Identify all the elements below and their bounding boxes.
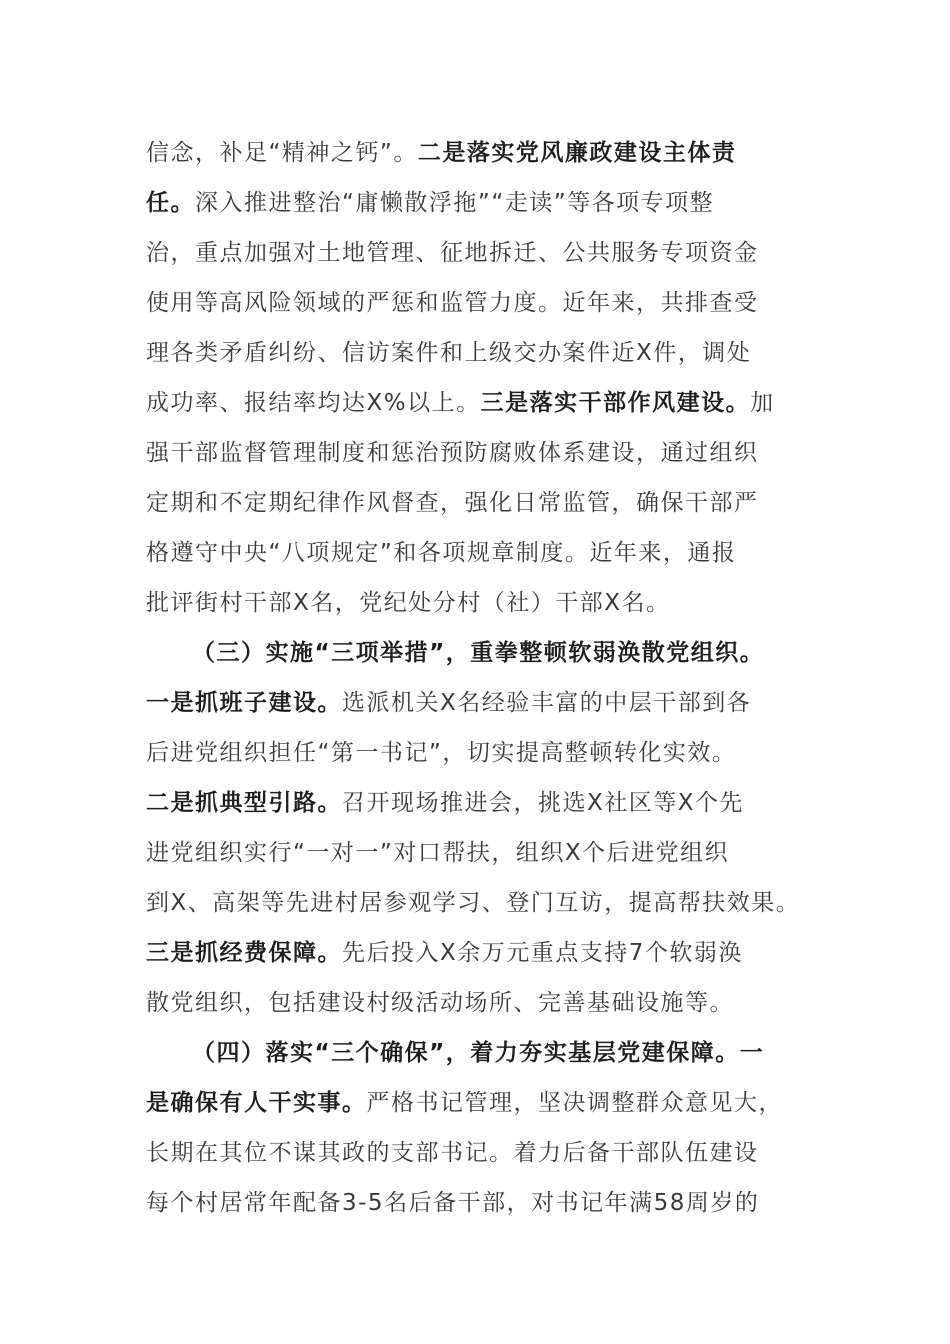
text-segment: 深入推进整治“庸懒散浮拖”“走读”等各项专项整 (195, 190, 715, 216)
text-line (146, 678, 806, 728)
bold-text-segment: 二是抓典型引路。 (146, 790, 342, 816)
bold-text-segment: （三）实施“三项举措”，重拳整顿软弱涣散党组织。 (192, 640, 765, 666)
text-segment: 定期和不定期纪律作风督查，强化日常监管，确保干部严 (146, 490, 759, 516)
text-line (146, 278, 806, 328)
text-line (146, 1178, 806, 1228)
text-line (146, 728, 806, 778)
text-line (146, 228, 806, 278)
bold-text-segment: 二是落实党风廉政建设主体责 (417, 140, 737, 166)
bold-text-segment: 三是抓经费保障。 (146, 940, 342, 966)
text-segment: 强干部监督管理制度和惩治预防腐败体系建设，通过组织 (146, 440, 759, 466)
text-line (146, 1028, 806, 1078)
bold-text-segment: 三是落实干部作风建设。 (480, 390, 751, 416)
text-segment: 治，重点加强对土地管理、征地拆迁、公共服务专项资金 (146, 240, 759, 266)
text-segment: 选派机关X名经验丰富的中层干部到各 (342, 690, 752, 716)
text-line (146, 978, 806, 1028)
text-segment: 理各类矛盾纠纷、信访案件和上级交办案件近X件，调处 (146, 340, 752, 366)
text-segment: 严格书记管理，坚决调整群众意见大， (366, 1090, 783, 1116)
text-line (146, 628, 806, 678)
text-line (146, 428, 806, 478)
text-segment: 成功率、报结率均达X%以上。 (146, 390, 481, 416)
text-line (146, 478, 806, 528)
text-segment: 批评街村干部X名，党纪处分村（社）干部X名。 (146, 590, 671, 616)
text-segment: 加 (750, 390, 775, 416)
text-segment: 进党组织实行“一对一”对口帮扶，组织X个后进党组织 (146, 840, 730, 866)
text-line (146, 578, 806, 628)
text-segment: 后进党组织担任“第一书记”，切实提高整顿转化实效。 (146, 740, 737, 766)
text-segment: 长期在其位不谋其政的支部书记。着力后备干部队伍建设 (146, 1140, 759, 1166)
text-line (146, 128, 806, 178)
text-segment: 召开现场推进会，挑选X社区等X个先 (342, 790, 745, 816)
document-body-text (146, 128, 806, 1228)
bold-text-segment: 是确保有人干实事。 (146, 1090, 367, 1116)
text-line (146, 1128, 806, 1178)
text-segment: 每个村居常年配备3-5名后备干部，对书记年满58周岁的 (146, 1190, 760, 1216)
text-line (146, 378, 806, 428)
text-line (146, 528, 806, 578)
bold-text-segment: 一是抓班子建设。 (146, 690, 342, 716)
text-segment: 散党组织，包括建设村级活动场所、完善基础设施等。 (146, 990, 734, 1016)
text-line (146, 778, 806, 828)
text-line (146, 1078, 806, 1128)
text-segment: 到X、高架等先进村居参观学习、登门互访，提高帮扶效果。 (146, 890, 801, 916)
text-line (146, 828, 806, 878)
text-segment: 使用等高风险领域的严惩和监管力度。近年来，共排查受 (146, 290, 759, 316)
text-segment: 信念，补足“精神之钙”。 (146, 140, 418, 166)
text-line (146, 178, 806, 228)
bold-text-segment: 任。 (146, 190, 195, 216)
text-segment: 先后投入X余万元重点支持7个软弱涣 (342, 940, 743, 966)
text-segment: 格遵守中央“八项规定”和各项规章制度。近年来，通报 (146, 540, 737, 566)
text-line (146, 928, 806, 978)
text-line (146, 878, 806, 928)
bold-text-segment: （四）落实“三个确保”，着力夯实基层党建保障。一 (192, 1040, 765, 1066)
text-line (146, 328, 806, 378)
